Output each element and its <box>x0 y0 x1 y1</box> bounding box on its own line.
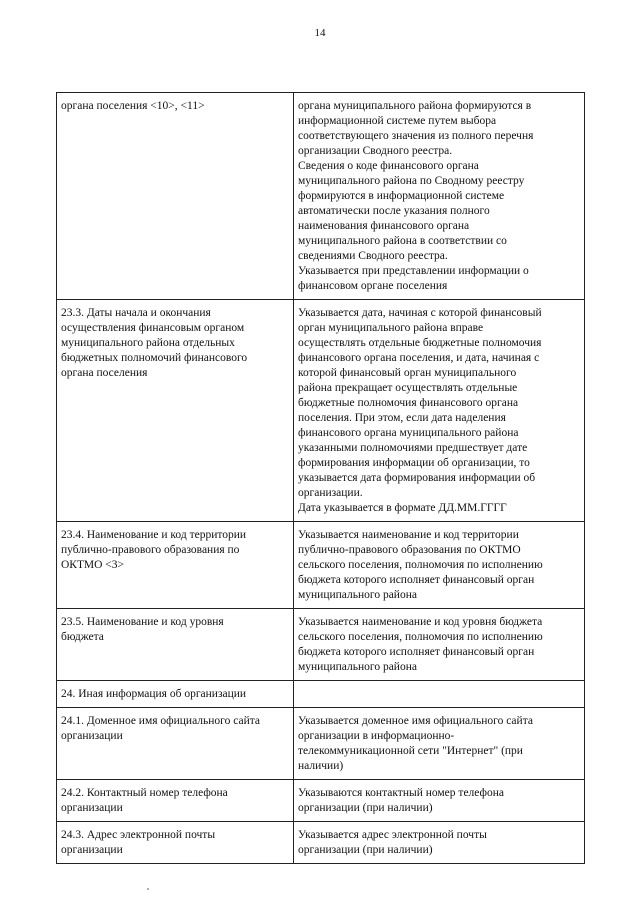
field-name-line: 23.4. Наименование и код территории <box>61 529 247 541</box>
field-description-line: Указывается адрес электронной почты <box>298 829 487 841</box>
table-row <box>57 522 585 609</box>
table-row <box>57 300 585 522</box>
field-name-line: 24.2. Контактный номер телефона <box>61 787 228 799</box>
field-description-line: Указываются контактный номер телефона <box>298 787 504 799</box>
field-description-line: телекоммуникационной сети "Интернет" (при <box>298 745 523 757</box>
field-name-cell <box>57 822 294 864</box>
field-description-line: сельского поселения, полномочия по исполнению <box>298 631 543 643</box>
field-description-line: органа муниципального района формируются в <box>298 100 532 112</box>
field-description-line: Дата указывается в формате ДД.ММ.ГГГГ <box>298 502 507 514</box>
field-name-line: 23.5. Наименование и код уровня <box>61 616 224 628</box>
field-description-line: формируются в информационной системе <box>298 190 505 202</box>
field-description-line: публично-правового образования по ОКТМО <box>298 544 521 556</box>
field-description-line: Указывается дата, начиная с которой финансовый <box>298 307 542 319</box>
table-row <box>57 609 585 681</box>
field-name-line: бюджетных полномочий финансового <box>61 352 248 364</box>
field-description-line: района прекращает осуществлять отдельные <box>298 382 518 394</box>
field-description-cell <box>294 681 585 708</box>
field-description-line: бюджета которого исполняет финансовый орган <box>298 646 535 658</box>
field-description-cell <box>294 522 585 609</box>
field-description-line: бюджета которого исполняет финансовый орган <box>298 574 535 586</box>
field-description-cell <box>294 822 585 864</box>
field-description-line: Указывается доменное имя официального сайта <box>298 715 533 727</box>
field-description-line: организации (при наличии) <box>298 844 433 856</box>
field-name-cell <box>57 522 294 609</box>
field-description-line: наименования финансового органа <box>298 220 470 232</box>
field-description-line: финансовом органе поселения <box>298 280 448 292</box>
field-name-cell <box>57 780 294 822</box>
field-description-line: муниципального района <box>298 661 417 673</box>
field-name-line: организации <box>61 802 123 814</box>
table-row <box>57 681 585 708</box>
field-description-line: соответствующего значения из полного перечня <box>298 130 534 142</box>
field-name-line: ОКТМО <3> <box>61 559 124 571</box>
field-name-line: бюджета <box>61 631 104 643</box>
field-name-line: осуществления финансовым органом <box>61 322 245 334</box>
field-description-line: формирования информации об организации, то <box>298 457 530 469</box>
page-number: 14 <box>314 27 326 39</box>
field-description-cell <box>294 609 585 681</box>
field-description-line: организации. <box>298 487 363 499</box>
field-description-line: Указывается наименование и код территории <box>298 529 519 541</box>
field-name-line: организации <box>61 844 123 856</box>
field-description-line: орган муниципального района вправе <box>298 322 484 334</box>
field-description-line: муниципального района <box>298 589 417 601</box>
field-name-line: 24. Иная информация об организации <box>61 688 247 700</box>
field-description-line: указанными полномочиями предшествует дате <box>298 442 528 454</box>
table-row <box>57 780 585 822</box>
field-name-line: 24.3. Адрес электронной почты <box>61 829 216 841</box>
field-description-line: организации в информационно- <box>298 730 455 742</box>
field-description-line: Сведения о коде финансового органа <box>298 160 479 172</box>
field-description-line: муниципального района по Сводному реестру <box>298 175 525 187</box>
scan-speck <box>147 888 149 890</box>
field-description-cell <box>294 780 585 822</box>
field-description-cell <box>294 93 585 300</box>
field-name-cell <box>57 681 294 708</box>
field-name-line: 24.1. Доменное имя официального сайта <box>61 715 260 727</box>
field-description-line: осуществлять отдельные бюджетные полномочия <box>298 337 542 349</box>
field-description-line: организации (при наличии) <box>298 802 433 814</box>
field-name-line: органа поселения <10>, <11> <box>61 100 205 112</box>
field-description-line: которой финансовый орган муниципального <box>298 367 517 379</box>
field-description-line: информационной системе путем выбора <box>298 115 497 127</box>
field-description-line: наличии) <box>298 760 344 772</box>
table-row <box>57 93 585 300</box>
field-description-line: организации Сводного реестра. <box>298 145 453 157</box>
field-description-cell <box>294 300 585 522</box>
table-row <box>57 708 585 780</box>
field-description-line: сельского поселения, полномочия по исполнению <box>298 559 543 571</box>
field-description-line: муниципального района в соответствии со <box>298 235 507 247</box>
field-name-cell <box>57 93 294 300</box>
field-description-line: сведениями Сводного реестра. <box>298 250 448 262</box>
field-description-line: Указывается при представлении информации о <box>298 265 529 277</box>
field-name-line: органа поселения <box>61 367 148 379</box>
field-name-line: муниципального района отдельных <box>61 337 235 349</box>
field-name-cell <box>57 708 294 780</box>
field-description-line: финансового органа поселения, и дата, начиная с <box>298 352 540 364</box>
field-description-line: автоматически после указания полного <box>298 205 490 217</box>
table-row <box>57 822 585 864</box>
field-name-line: 23.3. Даты начала и окончания <box>61 307 211 319</box>
document-table <box>56 92 585 864</box>
field-description-line: финансового органа муниципального района <box>298 427 519 439</box>
field-description-line: бюджетные полномочия финансового органа <box>298 397 519 409</box>
field-description-cell <box>294 708 585 780</box>
field-description-line: поселения. При этом, если дата наделения <box>298 412 506 424</box>
field-name-line: публично-правового образования по <box>61 544 240 556</box>
field-description-line: Указывается наименование и код уровня бюджета <box>298 616 543 628</box>
field-name-cell <box>57 609 294 681</box>
field-name-cell <box>57 300 294 522</box>
field-description-line: указывается дата формирования информации об <box>298 472 536 484</box>
field-name-line: организации <box>61 730 123 742</box>
